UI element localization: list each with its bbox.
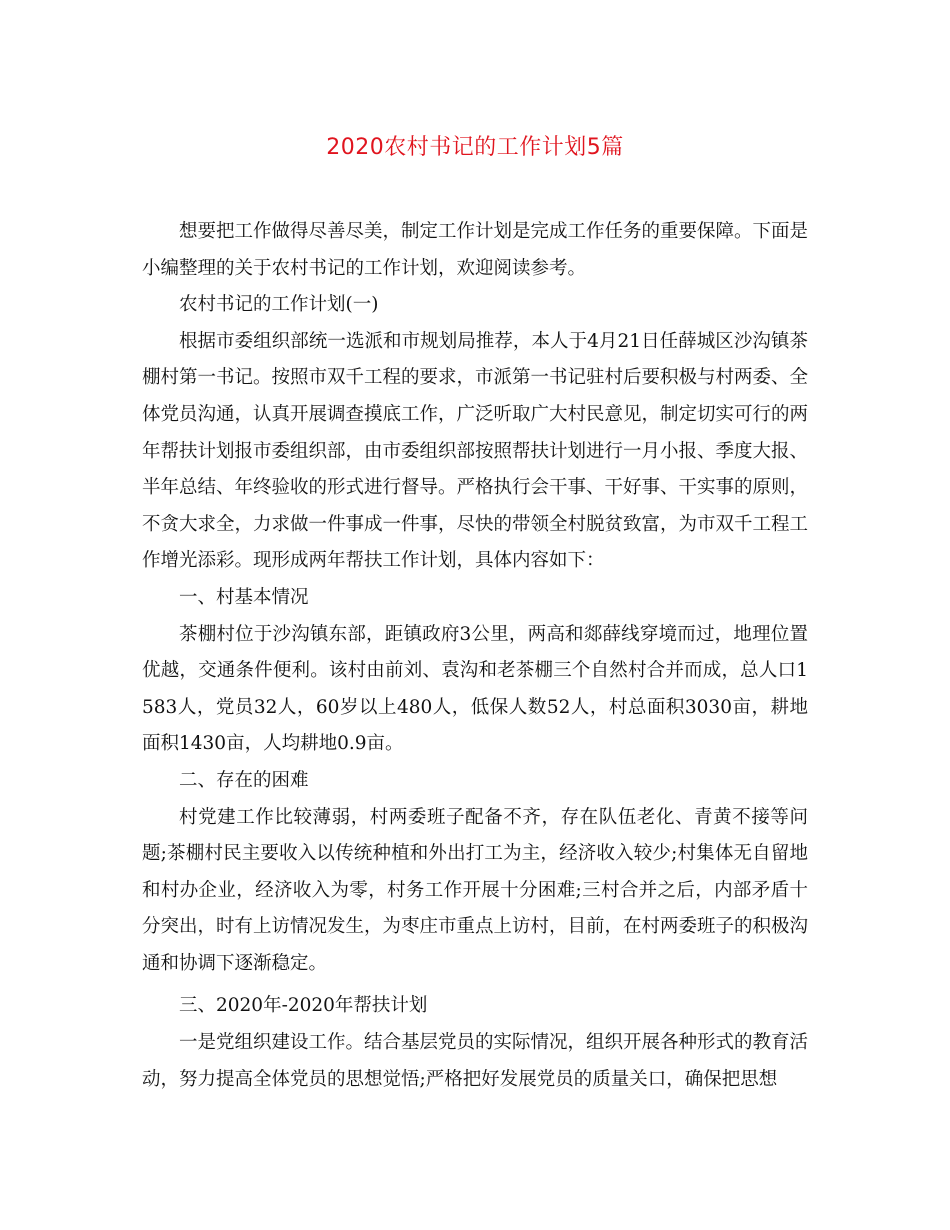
section-heading-difficulties: 二、存在的困难 <box>179 769 309 791</box>
body-paragraph: 村党建工作比较薄弱，村两委班子配备不齐，存在队伍老化、青黄不接等问题;茶棚村民主要收入以传统种植和外出打工为主，经济收入较少;村集体无自留地和村办企业，经济收入为零，村务工作开展十分困难;三村合并之后，内部矛盾十分突出，时有上访情况发生，为枣庄市重点上访村，目前，在村两委班子的积极沟通和协调下逐渐稳定。 <box>142 806 809 974</box>
section-heading-support-plan: 三、2020年-2020年帮扶计划 <box>179 995 428 1017</box>
document-body <box>142 214 808 1098</box>
section-heading-basic-situation: 一、村基本情况 <box>179 586 309 608</box>
body-paragraph: 茶棚村位于沙沟镇东部，距镇政府3公里，两高和郯薛线穿境而过，地理位置优越，交通条件便利。该村由前刘、袁沟和老茶棚三个自然村合并而成，总人口1583人，党员32人，60岁以上480人，低保人数52人，村总面积3030亩，耕地面积1430亩，人均耕地0.9亩。 <box>142 623 808 755</box>
section-heading-plan-one: 农村书记的工作计划(一) <box>179 294 379 316</box>
intro-paragraph: 想要把工作做得尽善尽美，制定工作计划是完成工作任务的重要保障。下面是小编整理的关于农村书记的工作计划，欢迎阅读参考。 <box>142 221 809 279</box>
body-paragraph: 根据市委组织部统一选派和市规划局推荐，本人于4月21日任薛城区沙沟镇茶棚村第一书记。按照市双千工程的要求，市派第一书记驻村后要积极与村两委、全体党员沟通，认真开展调查摸底工作，广泛听取广大村民意见，制定切实可行的两年帮扶计划报市委组织部，由市委组织部按照帮扶计划进行一月小报、季度大报、半年总结、年终验收的形式进行督导。严格执行会干事、干好事、干实事的原则，不贪大求全，力求做一件事成一件事，尽快的带领全村脱贫致富，为市双千工程工作增光添彩。现形成两年帮扶工作计划，具体内容如下： <box>142 330 809 572</box>
document-title: 2020农村书记的工作计划5篇 <box>326 135 624 160</box>
body-paragraph: 一是党组织建设工作。结合基层党员的实际情况，组织开展各种形式的教育活动，努力提高全体党员的思想觉悟;严格把好发展党员的质量关口，确保把思想 <box>142 1032 809 1090</box>
